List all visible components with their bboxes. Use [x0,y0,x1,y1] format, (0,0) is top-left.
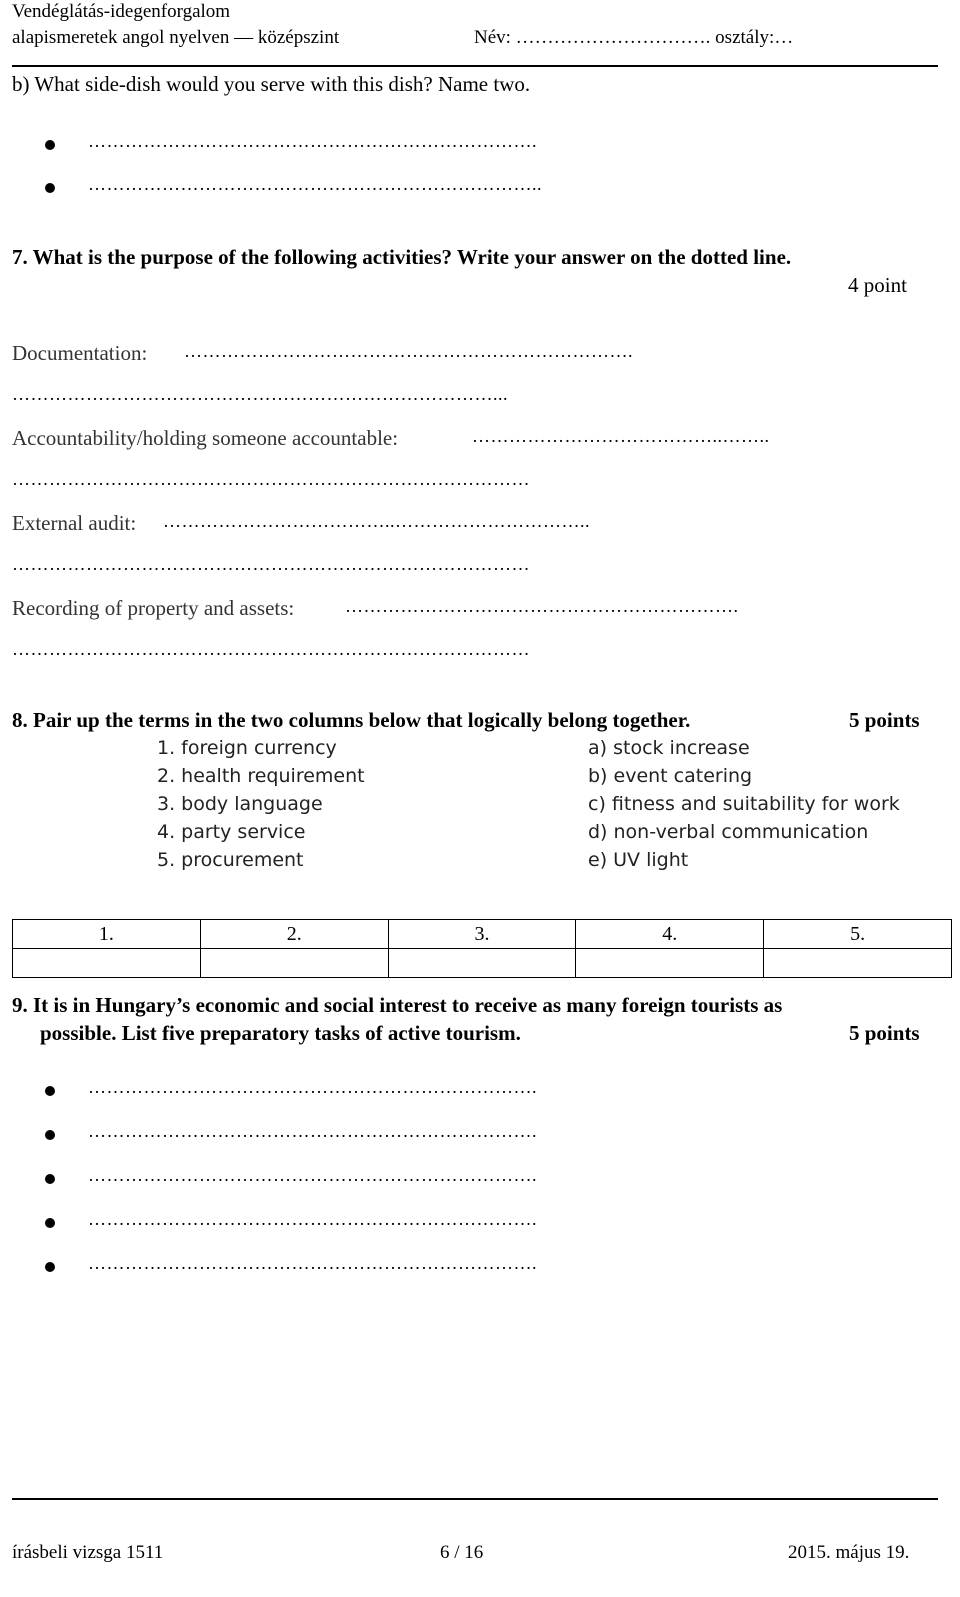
q6b-prompt: b) What side-dish would you serve with this dish? Name two. [12,72,531,96]
q8-answer-header-4: 4. [576,920,764,949]
q8-answer-header-row [13,920,952,949]
q9-title-line-1: 9. It is in Hungary’s economic and social interest to receive as many foreign tourists as [12,993,783,1017]
q7-recording-line-2[interactable]: ………………………………………………………………………… [12,639,530,659]
q7-accountability-line-2[interactable]: ………………………………………………………………………… [12,469,530,489]
q8-left-term-2: 2. health requirement [157,765,365,787]
q7-recording-line-1[interactable]: ………………………………………………………. [345,596,739,616]
bullet-icon [45,1174,55,1184]
header-rule [12,65,938,67]
footer-rule [12,1498,938,1500]
q8-answer-row [13,949,952,978]
q8-answer-cell-2[interactable] [200,949,388,978]
q8-left-term-4: 4. party service [157,821,306,843]
q7-accountability-line-1[interactable]: …………………………………..…….. [472,426,770,446]
q8-answer-cell-4[interactable] [576,949,764,978]
q8-answer-header-2: 2. [200,920,388,949]
q6b-answer-line-1[interactable]: ………………………………………………………………. [88,131,537,151]
q9-answer-line-4[interactable]: ………………………………………………………………. [88,1209,537,1229]
q8-points: 5 points [849,708,920,732]
q8-right-term-b: b) event catering [588,765,753,787]
bullet-icon [45,183,55,193]
q9-answer-line-5[interactable]: ………………………………………………………………. [88,1253,537,1273]
q7-external-audit-line-1[interactable]: ………………………………..………………………….. [163,511,590,531]
footer-date: 2015. május 19. [788,1542,910,1563]
bullet-icon [45,1130,55,1140]
q7-points: 4 point [848,273,907,297]
q9-title-line-2: possible. List five preparatory tasks of active tourism. [40,1021,521,1045]
bullet-icon [45,1086,55,1096]
q7-accountability-label: Accountability/holding someone accountable: [12,426,399,450]
q9-answer-line-2[interactable]: ………………………………………………………………. [88,1121,537,1141]
q8-answer-table [12,919,952,978]
q8-right-term-e: e) UV light [588,849,689,871]
q8-answer-cell-3[interactable] [388,949,576,978]
q8-answer-header-5: 5. [764,920,952,949]
q7-documentation-line-2[interactable]: ……………………………………………………………………... [12,384,508,404]
q8-left-term-1: 1. foreign currency [157,737,337,759]
q7-external-audit-line-2[interactable]: ………………………………………………………………………… [12,554,530,574]
q9-answer-line-1[interactable]: ………………………………………………………………. [88,1077,537,1097]
q8-title: 8. Pair up the terms in the two columns below that logically belong together. [12,708,691,732]
q8-answer-header-1: 1. [13,920,201,949]
q8-answer-header-3: 3. [388,920,576,949]
header-name-field: Név: …………………………. osztály:… [474,27,794,48]
q8-right-term-a: a) stock increase [588,737,750,759]
footer-page-number: 6 / 16 [440,1542,484,1563]
bullet-icon [45,1218,55,1228]
q7-documentation-line-1[interactable]: ………………………………………………………………. [184,341,633,361]
q8-right-term-c: c) fitness and suitability for work [588,793,900,815]
q8-answer-cell-5[interactable] [764,949,952,978]
q8-left-term-5: 5. procurement [157,849,304,871]
q7-external-audit-label: External audit: [12,511,137,535]
header-level: alapismeretek angol nyelven — középszint [12,27,340,48]
q9-points: 5 points [849,1021,920,1045]
bullet-icon [45,140,55,150]
q8-right-term-d: d) non-verbal communication [588,821,869,843]
q9-answer-line-3[interactable]: ………………………………………………………………. [88,1165,537,1185]
header-subject: Vendéglátás-idegenforgalom [12,1,231,22]
q8-left-term-3: 3. body language [157,793,323,815]
q7-recording-label: Recording of property and assets: [12,596,295,620]
q6b-answer-line-2[interactable]: ……………………………………………………………….. [88,174,542,194]
q8-answer-cell-1[interactable] [13,949,201,978]
q7-title: 7. What is the purpose of the following activities? Write your answer on the dotted line. [12,245,792,269]
footer-exam-id: írásbeli vizsga 1511 [12,1542,164,1563]
q7-documentation-label: Documentation: [12,341,148,365]
bullet-icon [45,1262,55,1272]
